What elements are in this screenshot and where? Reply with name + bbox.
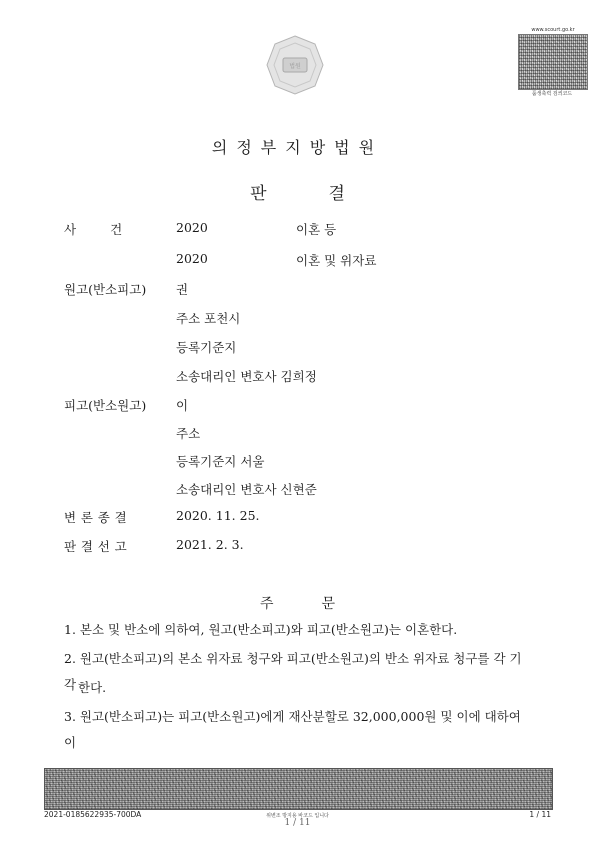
verification-barcode [518,34,588,90]
title-char-1: 판 [250,184,267,204]
closing-date: 2020. 11. 25. [176,508,260,523]
order-heading-char-2: 문 [321,596,336,612]
barcode-caption: 품생축력 검씌코드 [531,91,573,97]
defendant-name: 이 [176,398,189,413]
document-id: 2021-0185622935-700DA [44,810,142,819]
order-item-3: 3. 원고(반소피고)는 피고(반소원고)에게 재산분할로 32,000,000원 및 이에 대하여 이 [64,709,521,750]
verification-url: www.scourt.go.kr [531,27,575,33]
plaintiff-name: 권 [176,282,189,297]
case-number: 2020 [176,220,208,235]
defendant-address: 주소 [176,426,201,441]
order-item-2: 2. 원고(반소피고)의 본소 위자료 청구와 피고(반소원고)의 반소 위자료 청구를 각 기각 [64,651,522,692]
defendant-counsel: 소송대리인 변호사 신현준 [176,482,317,497]
document-title [0,179,595,204]
plaintiff-label: 원고(반소피고) [64,282,147,297]
case-label: 사건 [64,222,157,237]
case-number-2: 2020 [176,251,208,266]
anti-forgery-barcode [44,768,553,810]
plaintiff-address: 주소 포천시 [176,311,241,326]
order-item-1: 1. 본소 및 반소에 의하여, 원고(반소피고)와 피고(반소원고)는 이혼한다. [64,622,458,637]
order-item-2-cont: 한다. [78,680,107,695]
title-char-2: 결 [328,184,345,204]
defendant-registry: 등록기준지 서울 [176,454,265,469]
barcode-note: 위변조 방지용 바코드 입니다 [266,813,329,819]
closing-label: 변론종결 [64,510,132,525]
ruling-date: 2021. 2. 3. [176,537,244,552]
ruling-label: 판결선고 [64,539,132,554]
plaintiff-registry: 등록기준지 [176,340,237,355]
plaintiff-counsel: 소송대리인 변호사 김희정 [176,369,317,384]
case-name-2: 이혼 및 위자료 [296,253,377,268]
order-heading [0,593,595,613]
page-number: 1 / 11 [529,810,551,819]
svg-text:법원: 법원 [289,63,301,70]
order-heading-char-1: 주 [259,596,274,612]
page-watermark: 1 / 11 [284,818,311,828]
case-name: 이혼 등 [296,222,337,237]
defendant-label: 피고(반소원고) [64,398,147,413]
court-name: 의정부지방법원 [211,138,384,157]
court-emblem-logo [264,34,326,96]
